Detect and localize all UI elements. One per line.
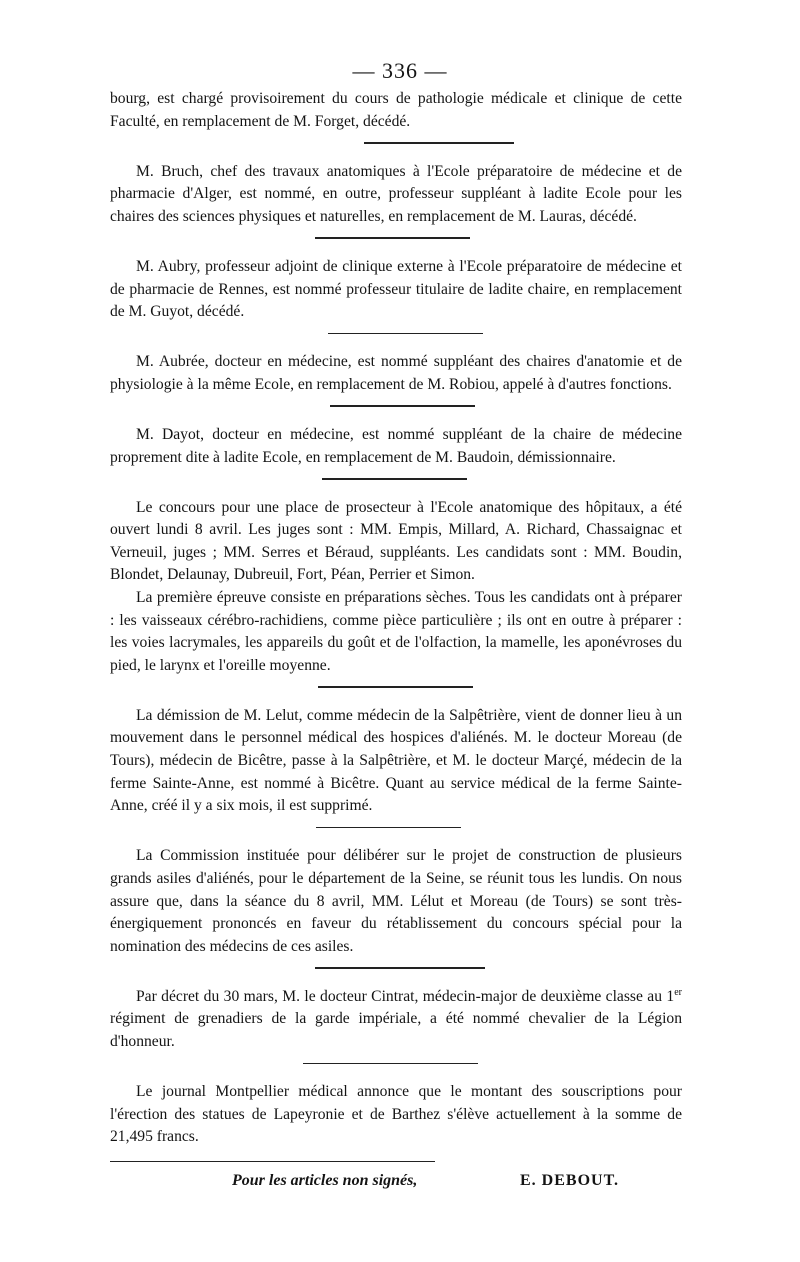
closing-rule bbox=[110, 1161, 435, 1163]
paragraph-commission: La Commission instituée pour délibérer sur le projet de construction de plusieurs grands asiles d'aliénés, pour le département de la Seine, se réunit tous les lundis. On nous assure que, dans la séance du 8 avril, MM. Lélut et Moreau (de Tours) se sont très-énergiquement prononcés en faveur du rétablissement du concours spécial pour la nomination des médecins de ces asiles. bbox=[110, 847, 682, 955]
separator-rule bbox=[364, 142, 514, 144]
paragraph-bruch: M. Bruch, chef des travaux anatomiques à l'Ecole préparatoire de médecine et de pharmacie d'Alger, est nommé, en outre, professeur suppléant à ladite Ecole pour les chaires des sciences physiques et naturelles, en remplacement de M. Lauras, décédé. bbox=[110, 162, 682, 225]
signature-lead: Pour les articles non signés, bbox=[232, 1172, 418, 1190]
decret-text-b: régiment de grenadiers de la garde impériale, a été nommé chevalier de la Légion d'honneur. bbox=[110, 1010, 682, 1050]
separator-rule bbox=[316, 827, 461, 829]
paragraph-continuation: bourg, est chargé provisoirement du cours de pathologie médicale et clinique de cette Faculté, en remplacement de M. Forget, décédé. bbox=[110, 90, 682, 130]
paragraph-concours: Le concours pour une place de prosecteur à l'Ecole anatomique des hôpitaux, a été ouvert lundi 8 avril. Les juges sont : MM. Empis, Millard, A. Richard, Chassaignac et Verneuil, juges ; MM. Serres et Béraud, suppléants. Les candidats sont : MM. Boudin, Blondet, Delaunay, Dubreuil, Fort, Péan, Perrier et Simon. bbox=[110, 498, 682, 584]
paragraph-lelut: La démission de M. Lelut, comme médecin de la Salpêtrière, vient de donner lieu à un mouvement dans le personnel médical des hospices d'aliénés. M. le docteur Moreau (de Tours), médecin de Bicêtre, passe à la Salpêtrière, et M. le docteur Marçé, médecin de la ferme Sainte-Anne, est nommé à Bicêtre. Quant au service médical de la ferme Sainte-Anne, créé il y a six mois, il est supprimé. bbox=[110, 706, 682, 815]
paragraph-dayot: M. Dayot, docteur en médecine, est nommé suppléant de la chaire de médecine proprement dite à ladite Ecole, en remplacement de M. Baudoin, démissionnaire. bbox=[110, 425, 682, 466]
paragraph-aubry: M. Aubry, professeur adjoint de clinique externe à l'Ecole préparatoire de médecine et de pharmacie de Rennes, est nommé professeur titulaire de ladite chaire, en remplacement de M. Guyot, décédé. bbox=[110, 257, 682, 321]
article-body bbox=[110, 88, 682, 1194]
paragraph-decret bbox=[110, 986, 682, 1054]
page-number: — 336 — bbox=[352, 58, 448, 83]
decret-text-a: Par décret du 30 mars, M. le docteur Cintrat, médecin-major de deuxième classe au 1 bbox=[136, 987, 675, 1005]
separator-rule bbox=[315, 237, 470, 239]
paragraph-souscriptions: Le journal Montpellier médical annonce que le montant des souscriptions pour l'érection des statues de Lapeyronie et de Barthez s'élève actuellement à la somme de 21,495 francs. bbox=[110, 1083, 682, 1146]
paragraph-premiere-epreuve: La première épreuve consiste en préparations sèches. Tous les candidats ont à préparer : les vaisseaux cérébro-rachidiens, comme pièce particulière ; ils ont en outre à préparer : les voies lacrymales, les appareils du goût et de l'olfaction, la mamelle, les aponévroses du pied, le larynx et l'oreille moyenne. bbox=[110, 589, 682, 674]
signature-line bbox=[110, 1170, 682, 1194]
separator-rule bbox=[303, 1063, 478, 1065]
separator-rule bbox=[322, 478, 467, 480]
separator-rule bbox=[330, 405, 475, 407]
separator-rule bbox=[328, 333, 483, 335]
separator-rule bbox=[315, 967, 485, 969]
superscript: er bbox=[674, 986, 682, 998]
paragraph-aubree: M. Aubrée, docteur en médecine, est nommé suppléant des chaires d'anatomie et de physiologie à la même Ecole, en remplacement de M. Robiou, appelé à d'autres fonctions. bbox=[110, 353, 682, 393]
separator-rule bbox=[318, 686, 473, 688]
signature-name: E. DEBOUT. bbox=[520, 1172, 620, 1190]
